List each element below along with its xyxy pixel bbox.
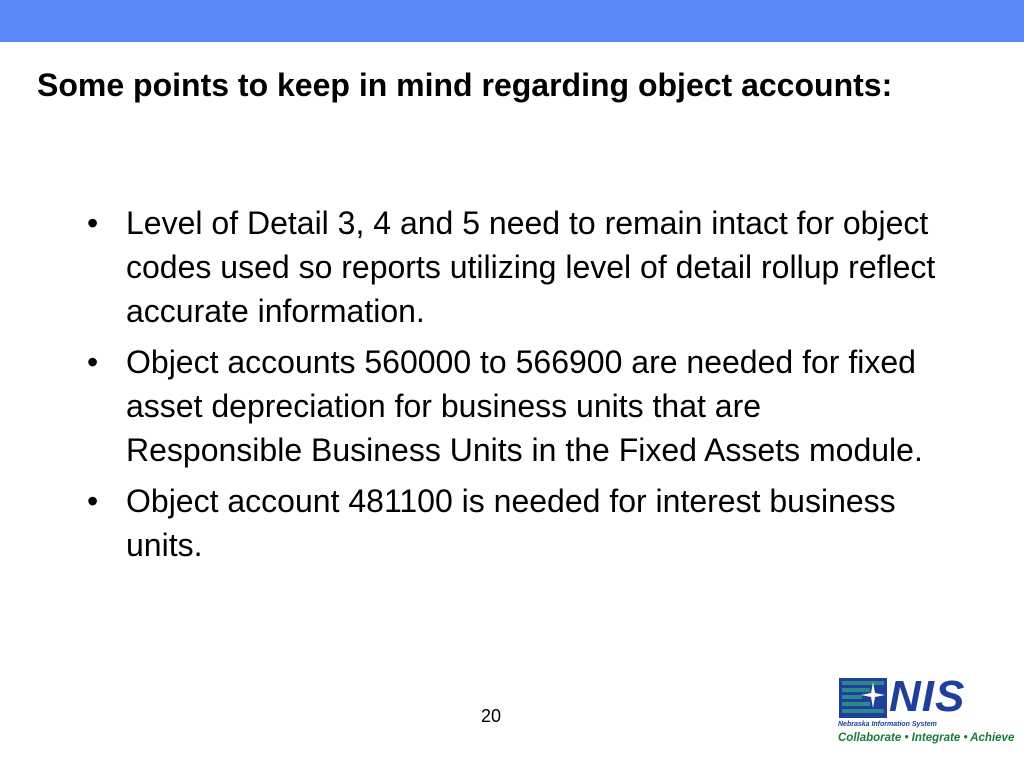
logo-subtitle: Nebraska Information System	[838, 721, 937, 728]
logo-tagline: Collaborate • Integrate • Achieve	[838, 732, 1015, 744]
bullet-item	[85, 201, 945, 333]
bullet-text: Object accounts 560000 to 566900 are needed for fixed asset depreciation for business units that are Responsible Business Units in the Fixed Assets module.	[126, 344, 923, 468]
bullet-dot-icon: •	[87, 205, 99, 241]
bullet-dot-icon: •	[87, 344, 99, 380]
page-number: 20	[480, 706, 502, 726]
bullet-list	[85, 201, 945, 574]
logo-name: NIS	[889, 672, 966, 721]
bullet-text: Object account 481100 is needed for interest business units.	[126, 483, 896, 563]
bullet-item	[85, 340, 945, 472]
top-banner	[0, 0, 1024, 42]
bullet-dot-icon: •	[87, 483, 99, 519]
slide-title: Some points to keep in mind regarding object accounts:	[37, 67, 893, 103]
nis-logo	[838, 672, 1015, 752]
bullet-item	[85, 479, 945, 567]
bullet-text: Level of Detail 3, 4 and 5 need to remain intact for object codes used so reports utilizing level of detail rollup reflect accurate information.	[126, 205, 936, 329]
nebraska-star-icon	[838, 676, 888, 720]
